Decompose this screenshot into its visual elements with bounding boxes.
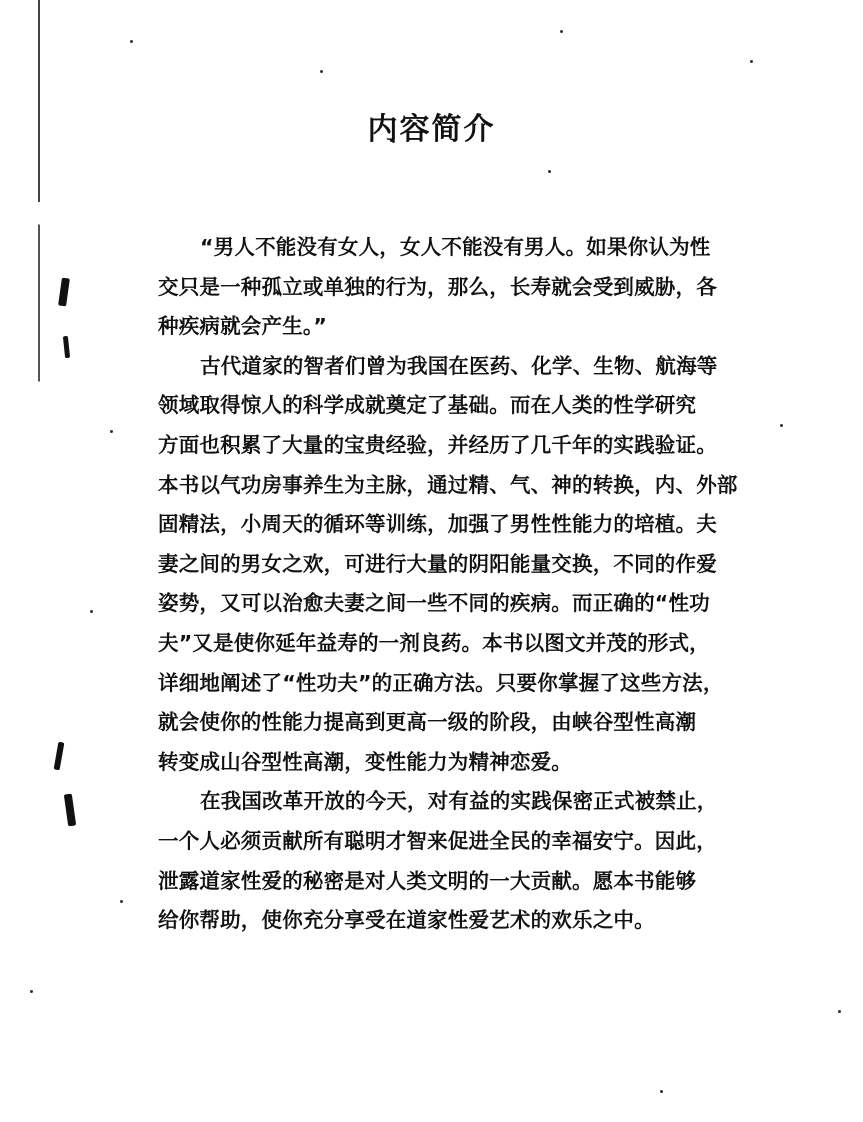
- text-line: 夫”又是使你延年益寿的一剂良药。本书以图文并茂的形式，: [158, 630, 710, 655]
- text-line: 详细地阐述了“性功夫”的正确方法。只要你掌握了这些方法，: [158, 670, 724, 695]
- text-line: 本书以气功房事养生为主脉，通过精、气、神的转换，内、外部: [158, 472, 738, 497]
- text-line: 种疾病就会产生。”: [158, 314, 328, 339]
- scan-speck: [90, 610, 93, 613]
- scan-speck: [30, 990, 33, 993]
- scan-speck: [120, 900, 123, 903]
- text-line: 方面也积累了大量的宝贵经验，并经历了几千年的实践验证。: [158, 432, 717, 457]
- page-title: 内容简介: [367, 112, 496, 147]
- text-line: 泄露道家性爱的秘密是对人类文明的一大贡献。愿本书能够: [158, 868, 697, 893]
- text-line: 交只是一种孤立或单独的行为，那么，长寿就会受到威胁，各: [158, 274, 717, 299]
- scan-speck: [750, 60, 753, 63]
- scan-speck: [320, 70, 323, 73]
- scan-mark: [54, 742, 65, 771]
- text-line: 领域取得惊人的科学成就奠定了基础。而在人类的性学研究: [158, 393, 697, 418]
- text-line: 在我国改革开放的今天，对有益的实践保密正式被禁止，: [200, 789, 718, 814]
- text-line: 给你帮助，使你充分享受在道家性爱艺术的欢乐之中。: [158, 908, 655, 933]
- summary-body: [158, 228, 806, 941]
- scan-speck: [560, 30, 563, 33]
- scan-speck: [110, 430, 113, 433]
- scan-speck: [660, 1090, 663, 1093]
- text-line: 固精法，小周天的循环等训练，加强了男性性能力的培植。夫: [158, 512, 717, 537]
- text-line: 就会使你的性能力提高到更高一级的阶段，由峡谷型性高潮: [158, 710, 697, 735]
- text-line: 转变成山谷型性高潮，变性能力为精神恋爱。: [158, 749, 572, 774]
- scan-speck: [548, 170, 551, 173]
- scan-mark: [63, 336, 70, 358]
- text-line: “男人不能没有女人，女人不能没有男人。如果你认为性: [200, 235, 711, 259]
- binding-edge: [38, 0, 40, 1122]
- text-line: 古代道家的智者们曾为我国在医药、化学、生物、航海等: [200, 353, 718, 378]
- scan-mark: [64, 794, 76, 827]
- scan-mark: [58, 278, 70, 307]
- text-line: 一个人必须贡献所有聪明才智来促进全民的幸福安宁。因此，: [158, 828, 717, 853]
- text-line: 妻之间的男女之欢，可进行大量的阴阳能量交换，不同的作爱: [158, 551, 717, 576]
- scan-speck: [838, 1010, 841, 1013]
- scan-speck: [130, 40, 133, 43]
- text-line: 姿势，又可以治愈夫妻之间一些不同的疾病。而正确的“性功: [158, 591, 710, 616]
